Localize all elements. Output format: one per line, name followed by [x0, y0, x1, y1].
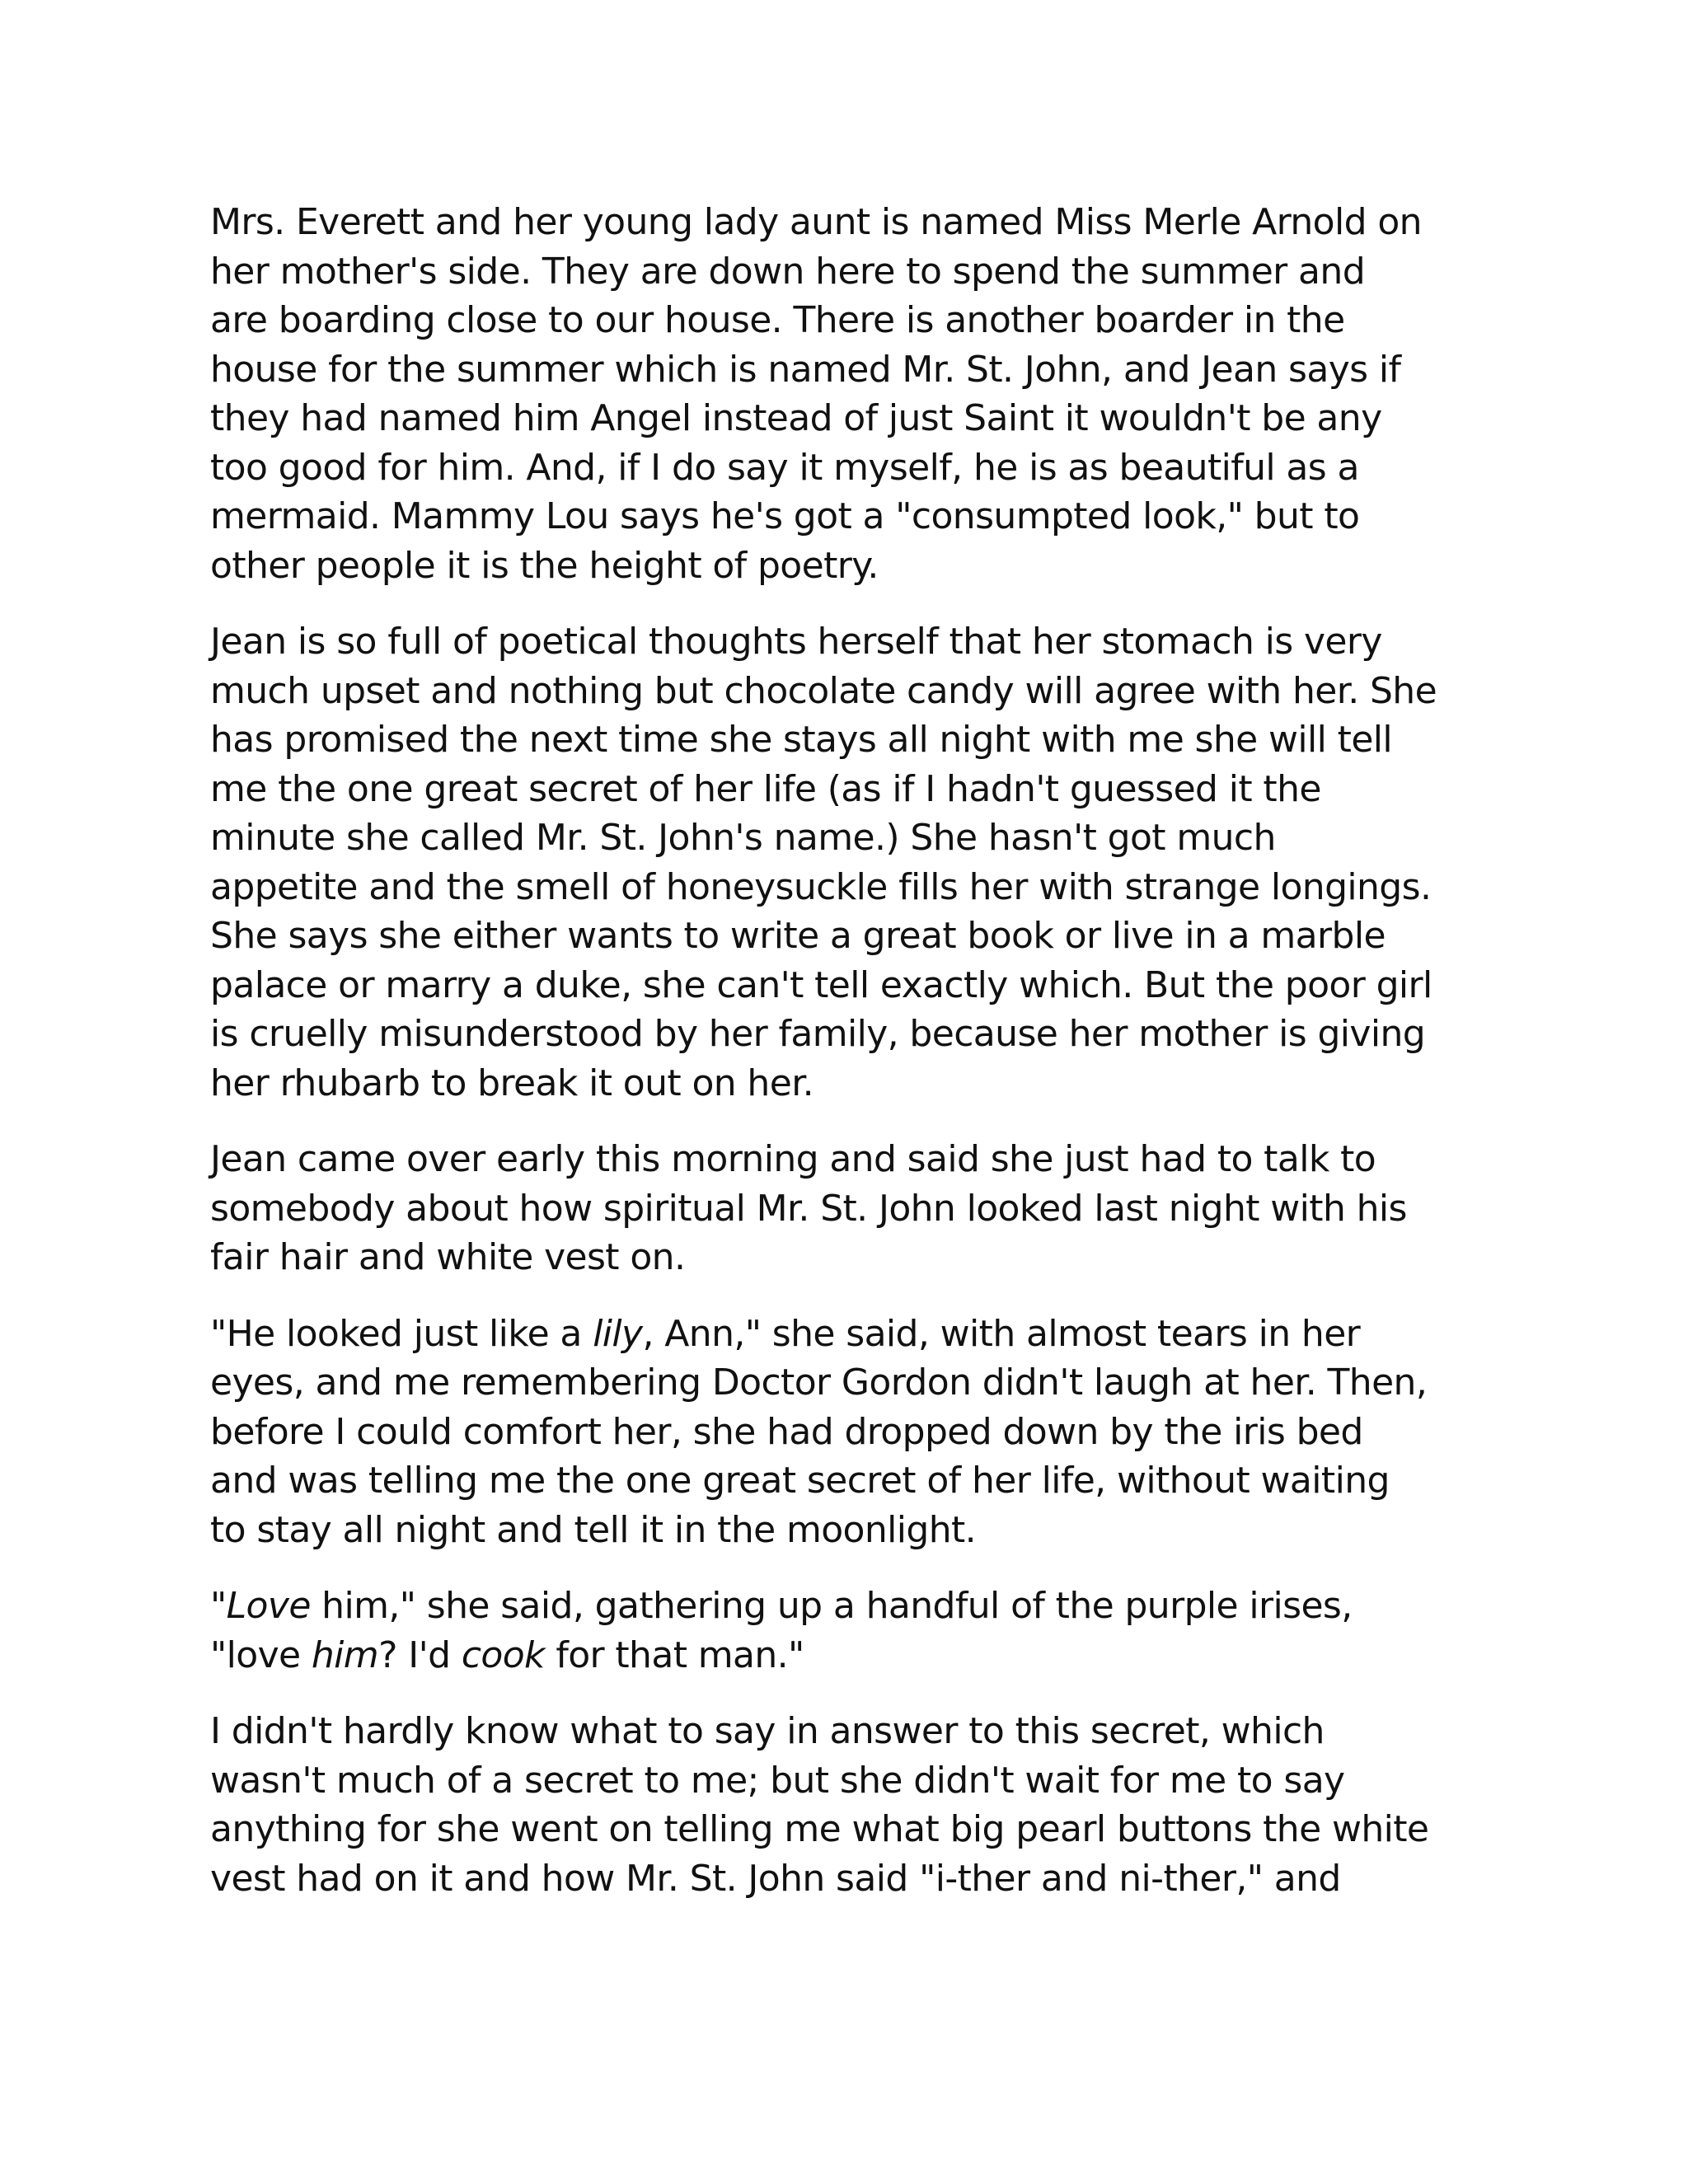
text-segment: mermaid. Mammy Lou says he's got a "consumpted look," but to — [210, 495, 1360, 537]
text-line — [210, 1408, 1457, 1457]
text-line — [210, 617, 1457, 667]
italic-text: cook — [461, 1633, 545, 1676]
text-segment: much upset and nothing but chocolate candy will agree with her. She — [210, 669, 1437, 712]
text-segment: Jean is so full of poetical thoughts herself that her stomach is very — [210, 621, 1382, 663]
text-segment: too good for him. And, if I do say it myself, he is as beautiful as a — [210, 446, 1359, 489]
text-line — [210, 247, 1457, 297]
text-line — [210, 667, 1457, 716]
text-line — [210, 296, 1457, 345]
text-line — [210, 394, 1457, 443]
text-segment: other people it is the height of poetry. — [210, 544, 879, 587]
text-line — [210, 912, 1457, 961]
text-line — [210, 1582, 1457, 1631]
text-segment: anything for she went on telling me what big pearl buttons the white — [210, 1808, 1429, 1850]
text-line — [210, 541, 1457, 591]
text-line — [210, 1233, 1457, 1282]
text-segment: "love — [210, 1633, 312, 1676]
text-line — [210, 1854, 1457, 1904]
text-segment: fair hair and white vest on. — [210, 1236, 686, 1278]
body-text — [210, 198, 1457, 1903]
text-segment: and was telling me the one great secret of her life, without waiting — [210, 1460, 1390, 1502]
paragraph — [210, 617, 1457, 1108]
text-line — [210, 1358, 1457, 1408]
text-line — [210, 715, 1457, 765]
text-line — [210, 765, 1457, 814]
text-line — [210, 492, 1457, 541]
text-segment: for that man." — [544, 1633, 804, 1676]
paragraph — [210, 1135, 1457, 1282]
text-line — [210, 1805, 1457, 1854]
paragraph — [210, 1310, 1457, 1555]
text-segment: is cruelly misunderstood by her family, because her mother is giving — [210, 1013, 1426, 1055]
text-segment: her rhubarb to break it out on her. — [210, 1062, 814, 1104]
text-line — [210, 961, 1457, 1010]
text-segment: are boarding close to our house. There is another boarder in the — [210, 299, 1345, 341]
text-segment: him," she said, gathering up a handful of the purple irises, — [310, 1585, 1353, 1627]
text-line — [210, 813, 1457, 863]
italic-text: him — [311, 1633, 379, 1676]
text-line — [210, 1707, 1457, 1756]
text-segment: somebody about how spiritual Mr. St. John looked last night with his — [210, 1187, 1407, 1230]
text-segment: before I could comfort her, she had dropped down by the iris bed — [210, 1410, 1363, 1453]
text-line — [210, 1756, 1457, 1806]
text-segment: I didn't hardly know what to say in answer to this secret, which — [210, 1710, 1325, 1752]
text-line — [210, 198, 1457, 247]
text-segment: her mother's side. They are down here to spend the summer and — [210, 250, 1366, 293]
text-segment: vest had on it and how Mr. St. John said "i-ther and ni-ther," and — [210, 1857, 1341, 1900]
text-segment: me the one great secret of her life (as if I hadn't guessed it the — [210, 767, 1321, 810]
text-segment: ? I'd — [378, 1633, 462, 1676]
text-segment: wasn't much of a secret to me; but she didn't wait for me to say — [210, 1759, 1345, 1802]
text-line — [210, 863, 1457, 912]
text-segment: She says she either wants to write a great book or live in a marble — [210, 915, 1386, 957]
paragraph — [210, 1707, 1457, 1903]
text-line — [210, 345, 1457, 395]
text-line — [210, 1010, 1457, 1059]
text-segment: they had named him Angel instead of just Saint it wouldn't be any — [210, 397, 1382, 439]
text-segment: to stay all night and tell it in the moonlight. — [210, 1508, 977, 1551]
text-line — [210, 1631, 1457, 1680]
text-line — [210, 1506, 1457, 1555]
text-segment: minute she called Mr. St. John's name.) She hasn't got much — [210, 817, 1276, 859]
text-line — [210, 1059, 1457, 1108]
text-segment: Jean came over early this morning and said she just had to talk to — [210, 1138, 1376, 1180]
text-segment: eyes, and me remembering Doctor Gordon didn't laugh at her. Then, — [210, 1361, 1428, 1404]
italic-text: Love — [226, 1585, 311, 1627]
text-segment: "He looked just like a — [210, 1312, 593, 1355]
text-line — [210, 1310, 1457, 1359]
paragraph — [210, 198, 1457, 590]
text-line — [210, 443, 1457, 493]
text-segment: house for the summer which is named Mr. St. John, and Jean says if — [210, 348, 1401, 391]
paragraph — [210, 1582, 1457, 1680]
text-line — [210, 1456, 1457, 1506]
text-segment: appetite and the smell of honeysuckle fills her with strange longings. — [210, 865, 1432, 908]
italic-text: lily — [593, 1312, 643, 1355]
text-segment: has promised the next time she stays all night with me she will tell — [210, 719, 1393, 761]
text-segment: palace or marry a duke, she can't tell exactly which. But the poor girl — [210, 963, 1432, 1006]
text-segment: " — [210, 1585, 227, 1627]
text-segment: , Ann," she said, with almost tears in her — [642, 1312, 1361, 1355]
text-line — [210, 1135, 1457, 1184]
text-segment: Mrs. Everett and her young lady aunt is named Miss Merle Arnold on — [210, 201, 1422, 243]
text-line — [210, 1184, 1457, 1234]
